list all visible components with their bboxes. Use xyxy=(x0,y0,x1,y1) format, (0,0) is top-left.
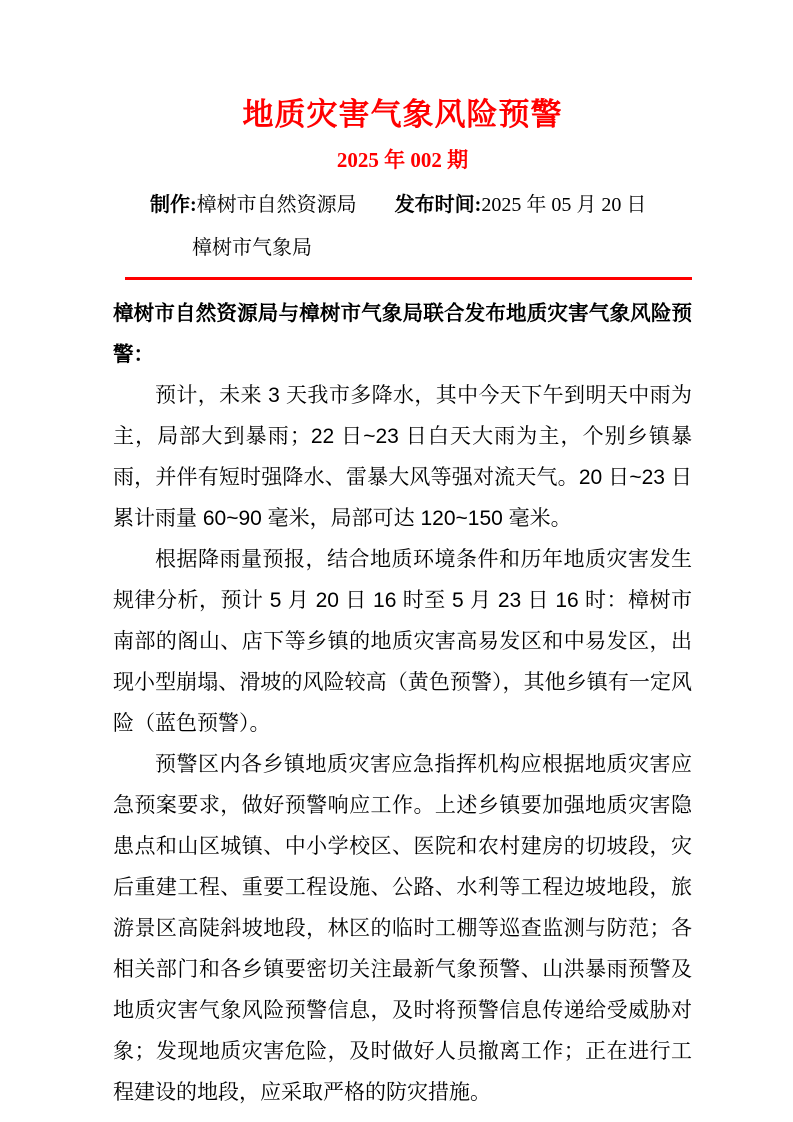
producer-publish-row xyxy=(113,193,692,217)
producer-label: 制作: xyxy=(150,193,197,216)
producer-value: 樟树市自然资源局 xyxy=(196,193,357,216)
paragraph-response-requirements: 预警区内各乡镇地质灾害应急指挥机构应根据地质灾害应急预案要求，做好预警响应工作。上述乡镇要加强地质灾害隐患点和山区城镇、中小学校区、医院和农村建房的切坡段，灾后重建工程、重要工程设施、公路、水利等工程边坡地段，旅游景区高陡斜坡地段，林区的临时工棚等巡查监测与防范；各相关部门和各乡镇要密切关注最新气象预警、山洪暴雨预警及地质灾害气象风险预警信息，及时将预警信息传递给受威胁对象；发现地质灾害危险，及时做好人员撤离工作；正在进行工程建设的地段，应采取严格的防灾措施。 xyxy=(113,752,692,1104)
paragraph-risk-analysis: 根据降雨量预报，结合地质环境条件和历年地质灾害发生规律分析，预计 5 月 20 日 16 时至 5 月 23 日 16 时：樟树市南部的阁山、店下等乡镇的地质灾害高易发区和中易发区，出现小型崩塌、滑坡的风险较高（黄色预警），其他乡镇有一定风险（蓝色预警）。 xyxy=(113,547,692,735)
producer-value-second: 樟树市气象局 xyxy=(192,236,312,259)
document-body xyxy=(113,293,692,1113)
red-divider-rule xyxy=(125,277,692,280)
paragraph-forecast: 预计，未来 3 天我市多降水，其中今天下午到明天中雨为主，局部大到暴雨；22 日~23 日白天大雨为主，个别乡镇暴雨，并伴有短时强降水、雷暴大风等强对流天气。20 日~23 日累计雨量 60~90 毫米，局部可达 120~150 毫米。 xyxy=(113,383,692,530)
issue-number: 2025 年 002 期 xyxy=(336,148,469,173)
publish-group xyxy=(395,194,647,216)
document-title: 地质灾害气象风险预警 xyxy=(242,97,563,132)
meta-block xyxy=(113,193,692,260)
body-heading: 樟树市自然资源局与樟树市气象局联合发布地质灾害气象风险预警： xyxy=(113,301,692,366)
publish-time-label: 发布时间: xyxy=(394,193,482,216)
publish-time-value: 2025 年 05 月 20 日 xyxy=(481,193,647,216)
